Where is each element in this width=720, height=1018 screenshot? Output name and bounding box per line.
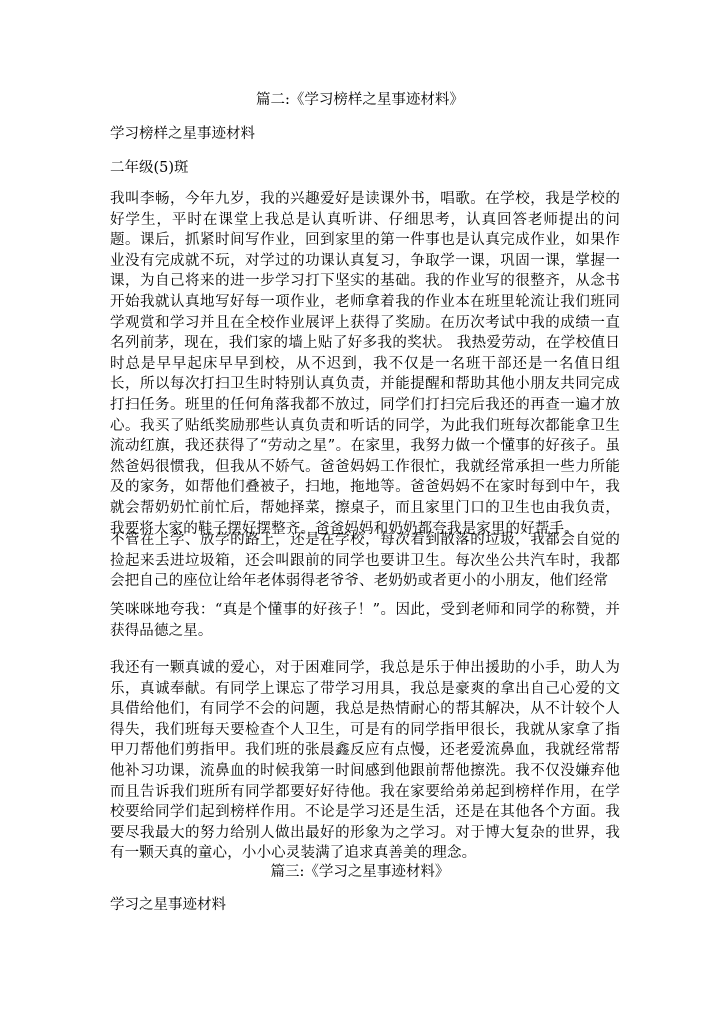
paragraph-intro: 我叫李畅，今年九岁，我的兴趣爱好是读课外书，唱歌。在学校，我是学校的好学生，平时在课堂上我总是认真听讲、仔细思考，认真回答老师提出的问题。课后，抓紧时间写作业，回到家里的第一件事也是认真完成作业，如果作业没有完成就不玩，对学过的功课认真复习，争取学一课，巩固一课，掌握一课，为自己将来的进一步学习打下坚实的基础。我的作业写的很整齐，从念书开始我就认真地写好每一项作业，老师拿着我的作业本在班里轮流让我们班同学观赏和学习并且在全校作业展评上获得了奖励。在历次考试中我的成绩一直名列前茅，现在，我们家的墙上贴了好多我的奖状。 我热爱劳动，在学校值日时总是早早起床早早到校，从不迟到，我不仅是一名班干部还是一名值日组长，所以每次打扫卫生时特别认真负责，并能提醒和帮助其他小朋友共同完成打扫任务。班里的任何角落我都不放过，同学们打扫完后我还的再查一遍才放心。我买了贴纸奖励那些认真负责和听话的同学，为此我们班每次都能拿卫生流动红旗，我还获得了“劳动之星”。在家里，我努力做一个懂事的好孩子。虽然爸妈很惯我，但我从不娇气。爸爸妈妈工作很忙，我就经常承担一些力所能及的家务，如帮他们叠被子，扫地，拖地等。爸爸妈妈不在家时每到中午，我就会帮奶奶忙前忙后，帮她择菜，擦桌子，而且家里门口的卫生也由我负责，我要将大家的鞋子摆好摆整齐。爸爸妈妈和奶奶都夸我是家里的好帮手。 [110,191,620,537]
paragraph-praise: 笑咪咪地夸我：“真是个懂事的好孩子！”。因此，受到老师和同学的称赞，并获得品德之星。 [110,602,620,639]
document-title: 学习榜样之星事迹材料 [110,126,255,142]
paragraph-garbage: 不管在上学、放学的路上，还是在学校，每次看到散落的垃圾，我都会自觉的捡起来丢进垃圾箱，还会叫跟前的同学也要讲卫生。每次坐公共汽车时，我都会把自己的座位让给年老体弱得老爷爷、老奶奶或者更小的小朋友，他们经常 [110,532,620,590]
document-title-2: 学习之星事迹材料 [110,897,226,913]
section-heading-3: 篇三:《学习之星事迹材料》 [270,864,450,880]
class-line: 二年级(5)斑 [110,160,189,176]
paragraph-kindness: 我还有一颗真诚的爱心，对于困难同学，我总是乐于伸出援助的小手，助人为乐，真诚奉献。有同学上课忘了带学习用具，我总是豪爽的拿出自己心爱的文具借给他们，有同学不会的问题，我总是热情耐心的帮其解决，从不计较个人得失，我们班每天要检查个人卫生，可是有的同学指甲很长，我就从家拿了指甲刀帮他们剪指甲。我们班的张晨鑫反应有点慢，还老爱流鼻血，我就经常帮他补习功课，流鼻血的时候我第一时间感到他跟前帮他擦洗。我不仅没嫌弃他而且告诉我们班所有同学都要好好待他。我在家要给弟弟起到榜样作用，在学校要给同学们起到榜样作用。不论是学习还是生活，还是在其他各个方面。我要尽我最大的努力给别人做出最好的形象为之学习。对于博大复杂的世界，我有一颗天真的童心，小小心灵装满了追求真善美的理念。 [110,660,620,862]
section-heading-2: 篇二:《学习榜样之星事迹材料》 [256,92,464,108]
